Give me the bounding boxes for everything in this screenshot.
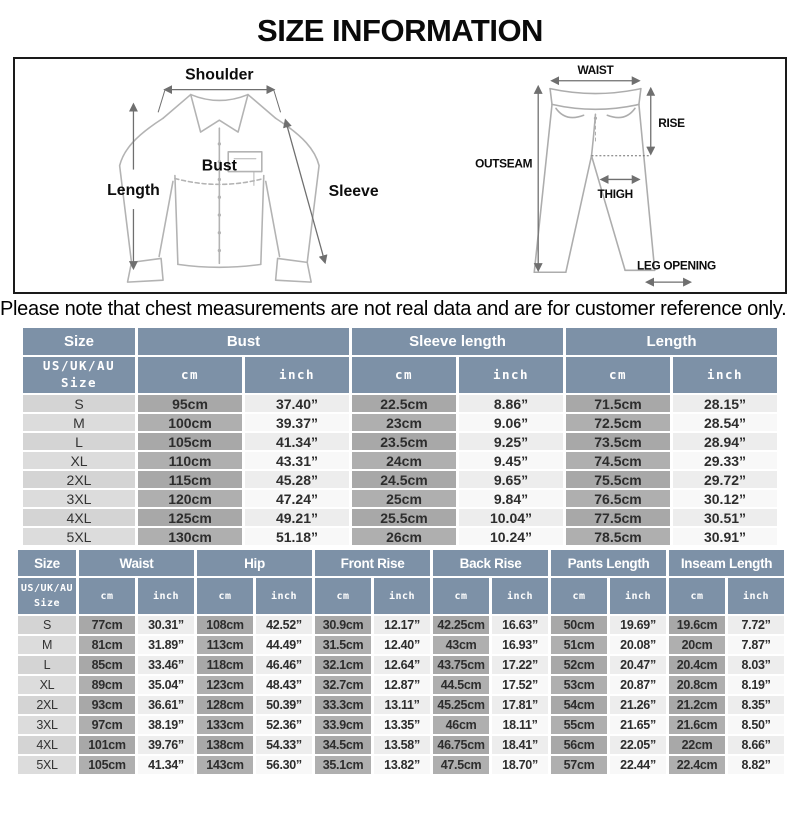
- inch-value-cell: 29.33”: [673, 452, 777, 469]
- cm-value-cell: 46.75cm: [433, 736, 489, 754]
- cm-value-cell: 43cm: [433, 636, 489, 654]
- inch-value-cell: 45.28”: [245, 471, 349, 488]
- cm-value-cell: 33.9cm: [315, 716, 371, 734]
- size-row: [18, 636, 784, 654]
- group-header-row: [18, 550, 784, 576]
- outseam-label: OUTSEAM: [475, 156, 533, 171]
- unit-header-row: [18, 578, 784, 614]
- unit-inch-header: inch: [610, 578, 666, 614]
- col-header-waist: Waist: [79, 550, 194, 576]
- inch-value-cell: 8.82”: [728, 756, 784, 774]
- pants-measurement-arrows: [538, 81, 690, 282]
- page-title: SIZE INFORMATION: [257, 13, 543, 48]
- size-label-cell: 5XL: [23, 528, 135, 545]
- cm-value-cell: 31.5cm: [315, 636, 371, 654]
- cm-value-cell: 24.5cm: [352, 471, 456, 488]
- cm-value-cell: 47.5cm: [433, 756, 489, 774]
- cm-value-cell: 25cm: [352, 490, 456, 507]
- size-row: [18, 676, 784, 694]
- cm-value-cell: 32.1cm: [315, 656, 371, 674]
- shirt-measurement-diagram: [15, 59, 400, 292]
- rise-label: RISE: [658, 116, 685, 131]
- inch-value-cell: 16.93”: [492, 636, 548, 654]
- cm-value-cell: 42.25cm: [433, 616, 489, 634]
- cm-value-cell: 20cm: [669, 636, 725, 654]
- unit-cm-header: cm: [197, 578, 253, 614]
- cm-value-cell: 44.5cm: [433, 676, 489, 694]
- inch-value-cell: 20.87”: [610, 676, 666, 694]
- cm-value-cell: 20.8cm: [669, 676, 725, 694]
- thigh-label: THIGH: [597, 187, 633, 202]
- inch-value-cell: 37.40”: [245, 395, 349, 412]
- shirt-size-table-body: [23, 395, 777, 545]
- inch-value-cell: 56.30”: [256, 756, 312, 774]
- cm-value-cell: 20.4cm: [669, 656, 725, 674]
- inch-value-cell: 16.63”: [492, 616, 548, 634]
- inch-value-cell: 12.40”: [374, 636, 430, 654]
- unit-inch-header: inch: [256, 578, 312, 614]
- unit-inch-header: inch: [492, 578, 548, 614]
- cm-value-cell: 105cm: [138, 433, 242, 450]
- inch-value-cell: 38.19”: [138, 716, 194, 734]
- inch-value-cell: 46.46”: [256, 656, 312, 674]
- unit-cm-header: cm: [433, 578, 489, 614]
- cm-value-cell: 85cm: [79, 656, 135, 674]
- cm-value-cell: 46cm: [433, 716, 489, 734]
- size-row: [18, 736, 784, 754]
- cm-value-cell: 33.3cm: [315, 696, 371, 714]
- col-header-sleeve-length: Sleeve length: [352, 328, 563, 355]
- cm-value-cell: 81cm: [79, 636, 135, 654]
- pants-size-table: [15, 548, 787, 776]
- size-label-cell: S: [23, 395, 135, 412]
- cm-value-cell: 72.5cm: [566, 414, 670, 431]
- cm-value-cell: 125cm: [138, 509, 242, 526]
- cm-value-cell: 56cm: [551, 736, 607, 754]
- cm-value-cell: 43.75cm: [433, 656, 489, 674]
- cm-value-cell: 54cm: [551, 696, 607, 714]
- size-standard-header: US/UK/AU Size: [18, 578, 76, 614]
- size-row: [23, 433, 777, 450]
- cm-value-cell: 26cm: [352, 528, 456, 545]
- cm-value-cell: 95cm: [138, 395, 242, 412]
- inch-value-cell: 35.04”: [138, 676, 194, 694]
- inch-value-cell: 30.31”: [138, 616, 194, 634]
- cm-value-cell: 78.5cm: [566, 528, 670, 545]
- inch-value-cell: 20.47”: [610, 656, 666, 674]
- inch-value-cell: 9.06”: [459, 414, 563, 431]
- inch-value-cell: 19.69”: [610, 616, 666, 634]
- size-label-cell: 3XL: [23, 490, 135, 507]
- inch-value-cell: 12.87”: [374, 676, 430, 694]
- inch-value-cell: 9.65”: [459, 471, 563, 488]
- inch-value-cell: 17.22”: [492, 656, 548, 674]
- cm-value-cell: 118cm: [197, 656, 253, 674]
- unit-inch-header: inch: [245, 357, 349, 393]
- cm-value-cell: 110cm: [138, 452, 242, 469]
- cm-value-cell: 24cm: [352, 452, 456, 469]
- cm-value-cell: 50cm: [551, 616, 607, 634]
- cm-value-cell: 77.5cm: [566, 509, 670, 526]
- inch-value-cell: 51.18”: [245, 528, 349, 545]
- cm-value-cell: 21.6cm: [669, 716, 725, 734]
- inch-value-cell: 9.45”: [459, 452, 563, 469]
- cm-value-cell: 133cm: [197, 716, 253, 734]
- group-header-row: [23, 328, 777, 355]
- inch-value-cell: 22.44”: [610, 756, 666, 774]
- inch-value-cell: 29.72”: [673, 471, 777, 488]
- waist-label: WAIST: [577, 62, 614, 77]
- inch-value-cell: 17.81”: [492, 696, 548, 714]
- leg-opening-label: LEG OPENING: [636, 258, 716, 273]
- inch-value-cell: 13.35”: [374, 716, 430, 734]
- cm-value-cell: 120cm: [138, 490, 242, 507]
- size-label-cell: M: [18, 636, 76, 654]
- size-label-cell: 2XL: [23, 471, 135, 488]
- cm-value-cell: 74.5cm: [566, 452, 670, 469]
- size-standard-header: US/UK/AU Size: [23, 357, 135, 393]
- cm-value-cell: 143cm: [197, 756, 253, 774]
- reference-note: Please note that chest measurements are not real data and are for customer reference only.: [0, 298, 787, 320]
- col-header-pants-length: Pants Length: [551, 550, 666, 576]
- cm-value-cell: 22.4cm: [669, 756, 725, 774]
- size-row: [23, 395, 777, 412]
- unit-cm-header: cm: [352, 357, 456, 393]
- size-row: [23, 509, 777, 526]
- inch-value-cell: 50.39”: [256, 696, 312, 714]
- shoulder-label: Shoulder: [185, 66, 254, 84]
- unit-inch-header: inch: [728, 578, 784, 614]
- pants-size-table-body: [18, 616, 784, 774]
- unit-inch-header: inch: [459, 357, 563, 393]
- inch-value-cell: 49.21”: [245, 509, 349, 526]
- pants-measurement-diagram: [400, 59, 785, 292]
- inch-value-cell: 9.25”: [459, 433, 563, 450]
- inch-value-cell: 33.46”: [138, 656, 194, 674]
- size-label-cell: S: [18, 616, 76, 634]
- size-label-cell: 5XL: [18, 756, 76, 774]
- size-information-page: [0, 13, 800, 776]
- inch-value-cell: 41.34”: [245, 433, 349, 450]
- inch-value-cell: 10.04”: [459, 509, 563, 526]
- inch-value-cell: 21.26”: [610, 696, 666, 714]
- size-label-cell: 4XL: [23, 509, 135, 526]
- cm-value-cell: 35.1cm: [315, 756, 371, 774]
- cm-value-cell: 130cm: [138, 528, 242, 545]
- unit-cm-header: cm: [669, 578, 725, 614]
- cm-value-cell: 52cm: [551, 656, 607, 674]
- cm-value-cell: 55cm: [551, 716, 607, 734]
- cm-value-cell: 93cm: [79, 696, 135, 714]
- inch-value-cell: 8.19”: [728, 676, 784, 694]
- size-row: [23, 528, 777, 545]
- inch-value-cell: 39.76”: [138, 736, 194, 754]
- cm-value-cell: 71.5cm: [566, 395, 670, 412]
- size-row: [23, 414, 777, 431]
- inch-value-cell: 20.08”: [610, 636, 666, 654]
- inch-value-cell: 8.86”: [459, 395, 563, 412]
- cm-value-cell: 89cm: [79, 676, 135, 694]
- size-label-cell: XL: [18, 676, 76, 694]
- sleeve-label: Sleeve: [328, 183, 379, 201]
- size-label-cell: 4XL: [18, 736, 76, 754]
- inch-value-cell: 22.05”: [610, 736, 666, 754]
- inch-value-cell: 54.33”: [256, 736, 312, 754]
- cm-value-cell: 22cm: [669, 736, 725, 754]
- unit-cm-header: cm: [79, 578, 135, 614]
- inch-value-cell: 8.03”: [728, 656, 784, 674]
- cm-value-cell: 75.5cm: [566, 471, 670, 488]
- size-label-cell: M: [23, 414, 135, 431]
- inch-value-cell: 12.17”: [374, 616, 430, 634]
- cm-value-cell: 76.5cm: [566, 490, 670, 507]
- unit-cm-header: cm: [138, 357, 242, 393]
- inch-value-cell: 39.37”: [245, 414, 349, 431]
- bust-label: Bust: [201, 157, 237, 175]
- cm-value-cell: 77cm: [79, 616, 135, 634]
- cm-value-cell: 100cm: [138, 414, 242, 431]
- measurement-diagram-box: [13, 57, 787, 294]
- cm-value-cell: 101cm: [79, 736, 135, 754]
- size-label-cell: 2XL: [18, 696, 76, 714]
- length-label: Length: [107, 182, 160, 200]
- inch-value-cell: 7.87”: [728, 636, 784, 654]
- cm-value-cell: 57cm: [551, 756, 607, 774]
- size-row: [18, 756, 784, 774]
- inch-value-cell: 13.58”: [374, 736, 430, 754]
- inch-value-cell: 42.52”: [256, 616, 312, 634]
- size-row: [23, 490, 777, 507]
- inch-value-cell: 36.61”: [138, 696, 194, 714]
- size-row: [18, 616, 784, 634]
- pants-outline: [534, 89, 654, 273]
- col-header-size: Size: [23, 328, 135, 355]
- unit-header-row: [23, 357, 777, 393]
- cm-value-cell: 115cm: [138, 471, 242, 488]
- inch-value-cell: 18.11”: [492, 716, 548, 734]
- cm-value-cell: 53cm: [551, 676, 607, 694]
- col-header-bust: Bust: [138, 328, 349, 355]
- col-header-front-rise: Front Rise: [315, 550, 430, 576]
- inch-value-cell: 8.66”: [728, 736, 784, 754]
- cm-value-cell: 23cm: [352, 414, 456, 431]
- size-label-cell: 3XL: [18, 716, 76, 734]
- col-header-length: Length: [566, 328, 777, 355]
- col-header-size: Size: [18, 550, 76, 576]
- cm-value-cell: 113cm: [197, 636, 253, 654]
- cm-value-cell: 19.6cm: [669, 616, 725, 634]
- inch-value-cell: 8.35”: [728, 696, 784, 714]
- col-header-inseam-length: Inseam Length: [669, 550, 784, 576]
- unit-cm-header: cm: [566, 357, 670, 393]
- inch-value-cell: 28.15”: [673, 395, 777, 412]
- unit-inch-header: inch: [374, 578, 430, 614]
- size-label-cell: L: [18, 656, 76, 674]
- inch-value-cell: 48.43”: [256, 676, 312, 694]
- inch-value-cell: 7.72”: [728, 616, 784, 634]
- inch-value-cell: 44.49”: [256, 636, 312, 654]
- unit-cm-header: cm: [315, 578, 371, 614]
- cm-value-cell: 25.5cm: [352, 509, 456, 526]
- inch-value-cell: 10.24”: [459, 528, 563, 545]
- inch-value-cell: 43.31”: [245, 452, 349, 469]
- inch-value-cell: 18.70”: [492, 756, 548, 774]
- inch-value-cell: 31.89”: [138, 636, 194, 654]
- cm-value-cell: 22.5cm: [352, 395, 456, 412]
- cm-value-cell: 138cm: [197, 736, 253, 754]
- unit-inch-header: inch: [673, 357, 777, 393]
- cm-value-cell: 30.9cm: [315, 616, 371, 634]
- inch-value-cell: 8.50”: [728, 716, 784, 734]
- size-label-cell: XL: [23, 452, 135, 469]
- cm-value-cell: 128cm: [197, 696, 253, 714]
- cm-value-cell: 51cm: [551, 636, 607, 654]
- inch-value-cell: 9.84”: [459, 490, 563, 507]
- inch-value-cell: 47.24”: [245, 490, 349, 507]
- cm-value-cell: 45.25cm: [433, 696, 489, 714]
- cm-value-cell: 123cm: [197, 676, 253, 694]
- inch-value-cell: 17.52”: [492, 676, 548, 694]
- inch-value-cell: 30.12”: [673, 490, 777, 507]
- cm-value-cell: 34.5cm: [315, 736, 371, 754]
- col-header-back-rise: Back Rise: [433, 550, 548, 576]
- size-row: [18, 716, 784, 734]
- cm-value-cell: 21.2cm: [669, 696, 725, 714]
- inch-value-cell: 28.54”: [673, 414, 777, 431]
- size-row: [23, 452, 777, 469]
- unit-cm-header: cm: [551, 578, 607, 614]
- size-row: [23, 471, 777, 488]
- cm-value-cell: 105cm: [79, 756, 135, 774]
- inch-value-cell: 41.34”: [138, 756, 194, 774]
- inch-value-cell: 52.36”: [256, 716, 312, 734]
- size-label-cell: L: [23, 433, 135, 450]
- size-row: [18, 696, 784, 714]
- cm-value-cell: 108cm: [197, 616, 253, 634]
- inch-value-cell: 28.94”: [673, 433, 777, 450]
- size-row: [18, 656, 784, 674]
- cm-value-cell: 32.7cm: [315, 676, 371, 694]
- inch-value-cell: 30.91”: [673, 528, 777, 545]
- col-header-hip: Hip: [197, 550, 312, 576]
- inch-value-cell: 21.65”: [610, 716, 666, 734]
- inch-value-cell: 13.82”: [374, 756, 430, 774]
- inch-value-cell: 12.64”: [374, 656, 430, 674]
- inch-value-cell: 18.41”: [492, 736, 548, 754]
- unit-inch-header: inch: [138, 578, 194, 614]
- cm-value-cell: 73.5cm: [566, 433, 670, 450]
- inch-value-cell: 30.51”: [673, 509, 777, 526]
- shirt-size-table: [20, 326, 780, 547]
- inch-value-cell: 13.11”: [374, 696, 430, 714]
- cm-value-cell: 23.5cm: [352, 433, 456, 450]
- cm-value-cell: 97cm: [79, 716, 135, 734]
